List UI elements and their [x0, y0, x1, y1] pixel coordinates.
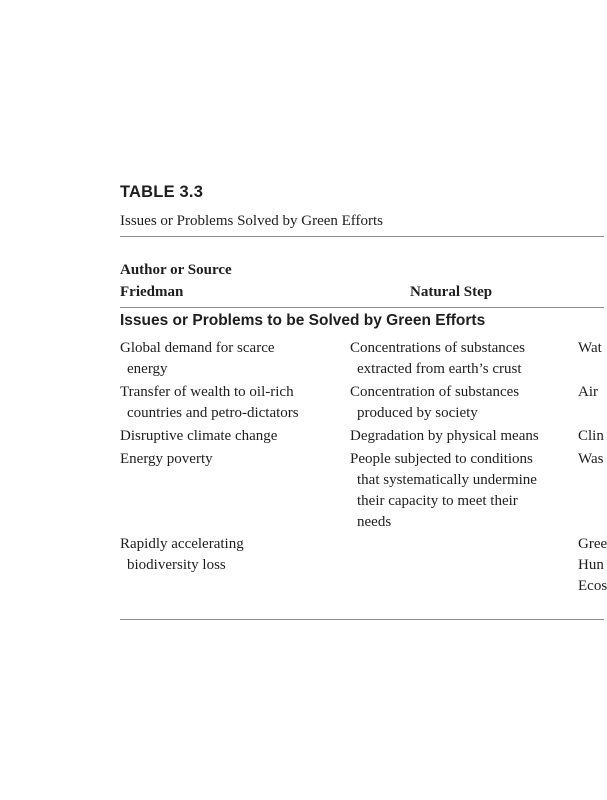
table-cell-col3-4 [578, 449, 603, 470]
author-source-header: Author or Source [120, 262, 232, 278]
cell-line: countries and petro-dictators [127, 405, 299, 421]
table-cell-friedman-1 [120, 338, 275, 380]
cell-line: Concentration of substances [350, 384, 520, 400]
table-cell-friedman-4 [120, 449, 213, 470]
cell-line: Ecos [578, 578, 607, 594]
cell-line: Transfer of wealth to oil-rich [120, 384, 294, 400]
table-caption: Issues or Problems Solved by Green Efforts [120, 213, 384, 229]
table-cell-friedman-5 [120, 534, 244, 576]
cell-line: their capacity to meet their [357, 493, 518, 509]
cell-line: Gree [578, 536, 607, 552]
cell-line: People subjected to conditions [350, 451, 533, 467]
table-number: TABLE 3.3 [120, 183, 204, 201]
cell-line: Hun [578, 557, 604, 573]
table-cell-col3-5 [578, 534, 607, 597]
cell-line: Concentrations of substances [350, 340, 525, 356]
cell-line: Global demand for scarce [120, 340, 275, 356]
cell-line: Degradation by physical means [350, 428, 539, 444]
cell-line: produced by society [357, 405, 478, 421]
table-cell-col3-2 [578, 382, 598, 403]
table-cell-natural-step-2 [350, 382, 519, 424]
bottom-rule [120, 619, 604, 620]
cell-line: Rapidly accelerating [120, 536, 244, 552]
table-cell-col3-3 [578, 426, 604, 447]
cell-line: extracted from earth’s crust [357, 361, 522, 377]
cell-line: Energy poverty [120, 451, 213, 467]
cell-line: Was [578, 451, 604, 467]
top-rule [120, 236, 604, 237]
table-cell-natural-step-4 [350, 449, 537, 533]
cell-line: biodiversity loss [127, 557, 226, 573]
header-rule [120, 307, 604, 308]
column-header-friedman: Friedman [120, 284, 184, 300]
cell-line: Disruptive climate change [120, 428, 278, 444]
table-cell-col3-1 [578, 338, 602, 359]
section-heading: Issues or Problems to be Solved by Green Efforts [120, 312, 486, 329]
table-cell-friedman-2 [120, 382, 299, 424]
table-cell-friedman-3 [120, 426, 277, 447]
cell-line: energy [127, 361, 168, 377]
cell-line: Wat [578, 340, 602, 356]
column-header-natural-step: Natural Step [410, 284, 493, 300]
table-cell-natural-step-3 [350, 426, 539, 447]
table-cell-natural-step-1 [350, 338, 525, 380]
cell-line: Clin [578, 428, 604, 444]
cell-line: needs [357, 514, 392, 530]
cell-line: Air [578, 384, 598, 400]
cell-line: that systematically undermine [357, 472, 537, 488]
